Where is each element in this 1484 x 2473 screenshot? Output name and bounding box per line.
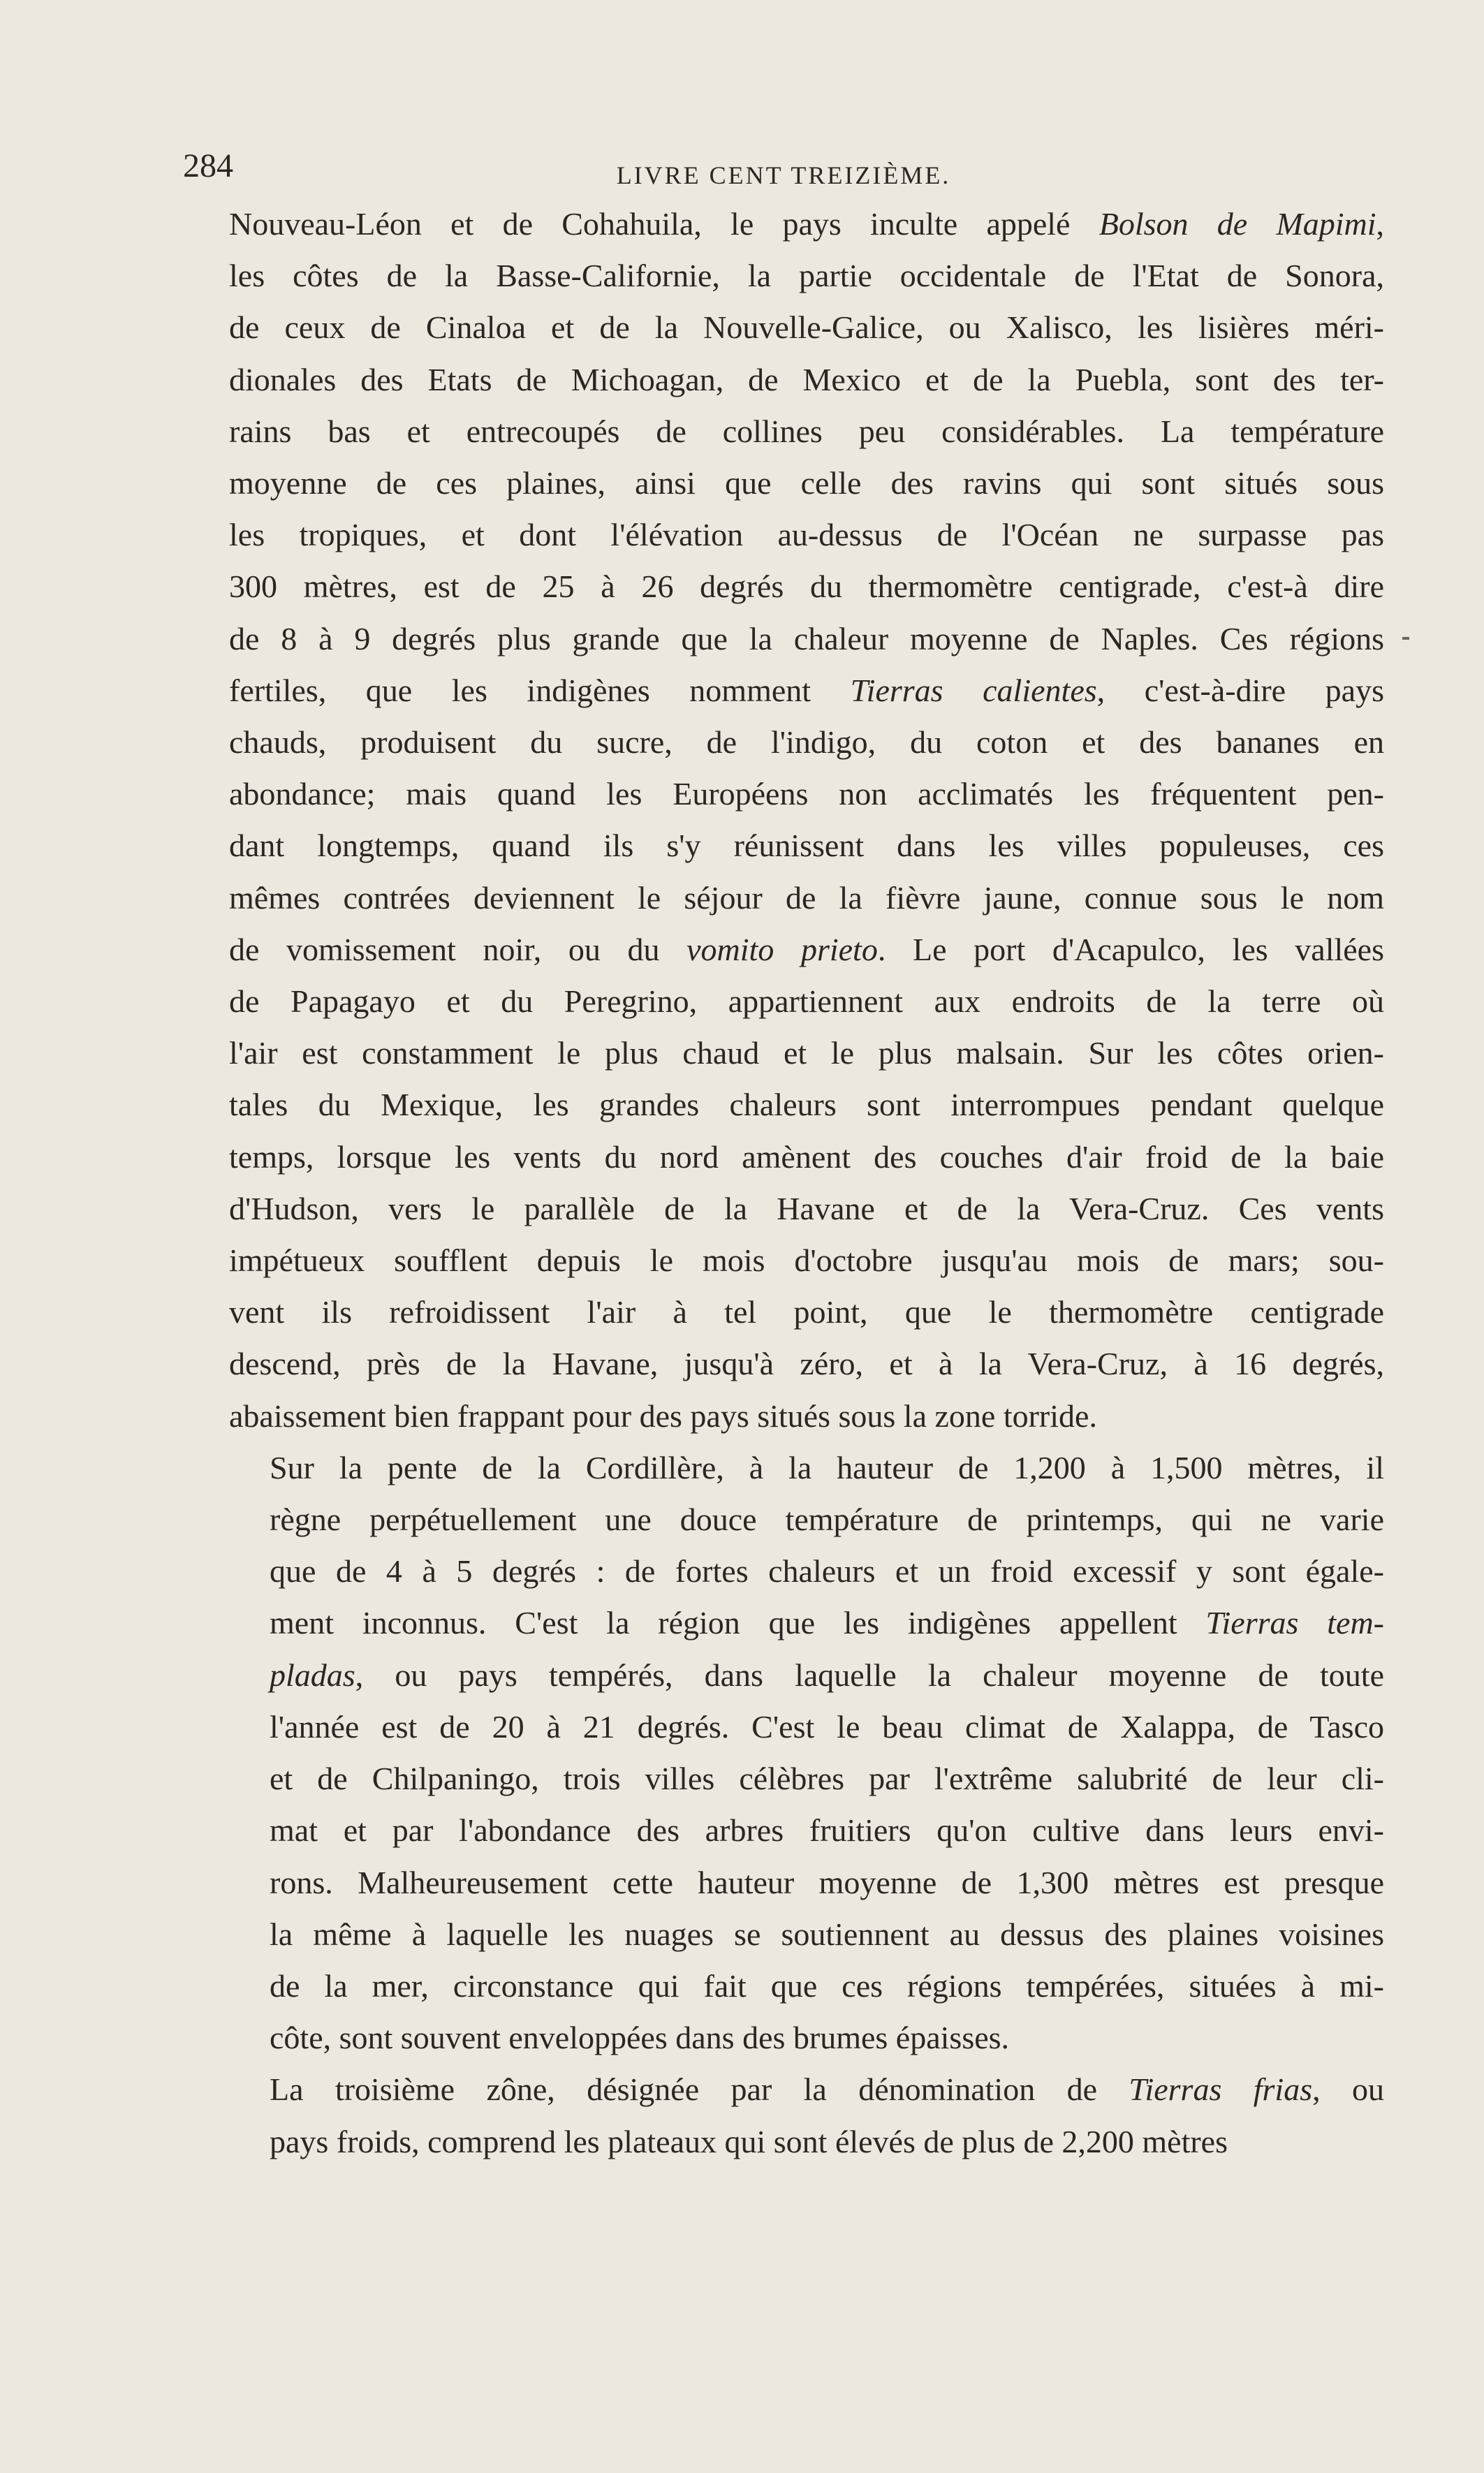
- text-line: pays froids, comprend les plateaux qui sont élevés de plus de 2,200 mètres: [270, 2123, 1228, 2159]
- text-line: tales du Mexique, les grandes chaleurs sont interrompues pendant quelque: [229, 1087, 1384, 1123]
- text-line: règne perpétuellement une douce température de printemps, qui ne varie: [270, 1502, 1384, 1538]
- page-header: [183, 140, 1384, 189]
- text-line: de la mer, circonstance qui fait que ces régions tempérées, situées à mi-: [270, 1967, 1384, 2004]
- text-line: descend, près de la Havane, jusqu'à zéro, et à la Vera-Cruz, à 16 degrés,: [229, 1346, 1384, 1382]
- paragraph-3: [229, 2064, 1384, 2167]
- text-line: de 8 à 9 degrés plus grande que la chaleur moyenne de Naples. Ces régions: [229, 620, 1384, 656]
- text-line: La troisième zône, désignée par la dénomination de Tierras frias, ou: [270, 2071, 1385, 2108]
- margin-mark: [1402, 637, 1409, 640]
- text-line: rons. Malheureusement cette hauteur moyenne de 1,300 mètres est presque: [270, 1864, 1384, 1900]
- text-line: mêmes contrées deviennent le séjour de la fièvre jaune, connue sous le nom: [229, 879, 1384, 916]
- text-line: dionales des Etats de Michoagan, de Mexico et de la Puebla, sont des ter-: [229, 361, 1384, 397]
- text-line: de ceux de Cinaloa et de la Nouvelle-Galice, ou Xalisco, les lisières méri-: [229, 309, 1384, 346]
- text-line: les tropiques, et dont l'élévation au-dessus de l'Océan ne surpasse pas: [229, 517, 1384, 553]
- text-line: fertiles, que les indigènes nomment Tierras calientes, c'est-à-dire pays: [229, 672, 1384, 708]
- text-line: abondance; mais quand les Européens non acclimatés les fréquentent pen-: [229, 776, 1384, 812]
- text-line: côte, sont souvent enveloppées dans des brumes épaisses.: [270, 2020, 1010, 2056]
- text-line: ment inconnus. C'est la région que les indigènes appellent Tierras tem-: [270, 1605, 1384, 1641]
- text-line: vent ils refroidissent l'air à tel point, que le thermomètre centigrade: [229, 1294, 1384, 1330]
- body-text: [229, 198, 1384, 2168]
- text-line: d'Hudson, vers le parallèle de la Havane et de la Vera-Cruz. Ces vents: [229, 1190, 1384, 1226]
- text-line: que de 4 à 5 degrés : de fortes chaleurs et un froid excessif y sont égale-: [270, 1553, 1384, 1590]
- text-line: l'air est constamment le plus chaud et le plus malsain. Sur les côtes orien-: [229, 1035, 1384, 1071]
- page-number: 284: [183, 147, 233, 184]
- text-line: 300 mètres, est de 25 à 26 degrés du thermomètre centigrade, c'est-à dire: [229, 568, 1384, 605]
- text-line: impétueux soufflent depuis le mois d'octobre jusqu'au mois de mars; sou-: [229, 1242, 1384, 1279]
- paragraph-1: [229, 198, 1384, 1442]
- text-line: pladas, ou pays tempérés, dans laquelle la chaleur moyenne de toute: [270, 1657, 1384, 1693]
- text-line: chauds, produisent du sucre, de l'indigo, du coton et des bananes en: [229, 724, 1384, 761]
- text-line: moyenne de ces plaines, ainsi que celle des ravins qui sont situés sous: [229, 465, 1384, 501]
- text-line: de Papagayo et du Peregrino, appartiennent aux endroits de la terre où: [229, 983, 1384, 1020]
- text-line: la même à laquelle les nuages se soutiennent au dessus des plaines voisines: [270, 1916, 1384, 1952]
- text-line: dant longtemps, quand ils s'y réunissent dans les villes populeuses, ces: [229, 828, 1384, 864]
- text-line: Sur la pente de la Cordillère, à la hauteur de 1,200 à 1,500 mètres, il: [270, 1449, 1384, 1485]
- text-line: et de Chilpaningo, trois villes célèbres par l'extrême salubrité de leur cli-: [270, 1761, 1384, 1797]
- text-line: rains bas et entrecoupés de collines peu considérables. La température: [229, 413, 1384, 449]
- text-line: temps, lorsque les vents du nord amènent des couches d'air froid de la baie: [229, 1138, 1384, 1175]
- text-line: Nouveau-Léon et de Cohahuila, le pays inculte appelé Bolson de Mapimi,: [229, 206, 1384, 242]
- running-head: LIVRE CENT TREIZIÈME.: [616, 161, 951, 189]
- paragraph-2: [229, 1442, 1384, 2064]
- text-line: mat et par l'abondance des arbres fruitiers qu'on cultive dans leurs envi-: [270, 1812, 1384, 1849]
- text-line: abaissement bien frappant pour des pays situés sous la zone torride.: [229, 1397, 1097, 1434]
- text-line: les côtes de la Basse-Californie, la partie occidentale de l'Etat de Sonora,: [229, 258, 1384, 294]
- text-line: l'année est de 20 à 21 degrés. C'est le beau climat de Xalappa, de Tasco: [270, 1708, 1384, 1745]
- text-line: de vomissement noir, ou du vomito prieto. Le port d'Acapulco, les vallées: [229, 931, 1384, 967]
